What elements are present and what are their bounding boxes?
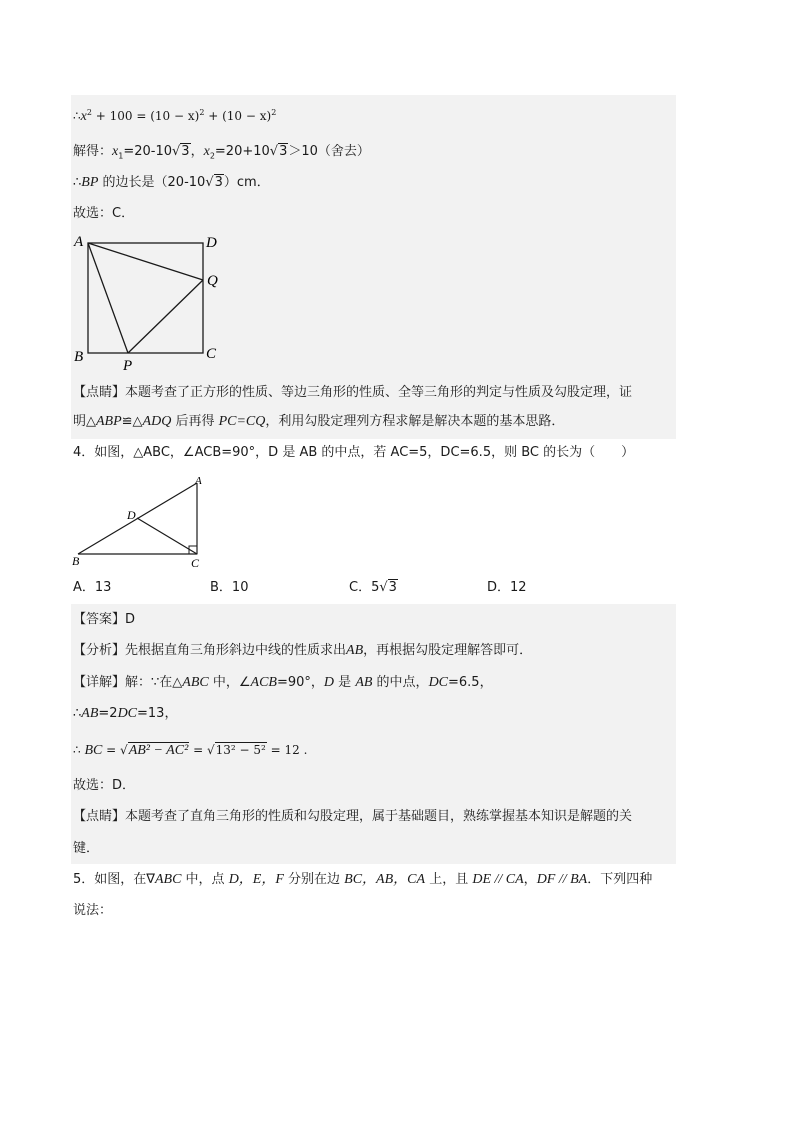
var: DF // BA: [536, 872, 588, 887]
text: 【详解】解：∵在△: [73, 675, 183, 690]
text: 上，且: [425, 872, 473, 887]
text: =90°，: [276, 675, 324, 690]
value: =20+10: [214, 144, 270, 159]
exponent: 2: [199, 108, 205, 117]
var: DC: [428, 675, 449, 690]
sqrt-sign: √: [269, 144, 279, 159]
therefore-symbol: ∴: [73, 109, 81, 123]
segment-ap: [88, 243, 128, 353]
therefore-symbol: ∴: [73, 175, 82, 190]
value: =20-10: [123, 144, 172, 159]
var: ABP: [96, 414, 122, 429]
label-p: P: [123, 358, 133, 372]
radicand: 3: [181, 144, 190, 159]
choose-line-q3: 故选：C．: [73, 206, 135, 221]
option-b[interactable]: B．10: [210, 580, 249, 595]
question-4-stem: 4．如图，△ABC，∠ACB=90°，D 是 AB 的中点，若 AC=5，DC=6.5，则 BC 的长为（ ）: [73, 445, 635, 460]
text: 中，点: [181, 872, 229, 887]
detail-line-q4: [73, 674, 493, 692]
var: DC: [117, 706, 138, 721]
text: =13，: [137, 706, 178, 721]
var: D: [323, 675, 335, 690]
label-d: D: [127, 508, 136, 522]
result: = 12 .: [266, 743, 308, 757]
radicand: 3: [279, 144, 288, 159]
text: =6.5，: [448, 675, 493, 690]
radicand: AB² − AC²: [128, 743, 189, 758]
var: PC=CQ: [218, 414, 266, 429]
segment-aq: [88, 243, 203, 280]
var: BC，AB，CA: [344, 872, 426, 887]
radicand: 13² − 5²: [215, 743, 266, 757]
segment-dc: [137, 518, 197, 554]
subscript: 2: [209, 151, 215, 161]
text: ）cm．: [223, 175, 270, 190]
label-d: D: [206, 235, 217, 251]
question-5-stem: [73, 871, 652, 889]
exponent: 2: [86, 108, 92, 117]
comment-line-2-q4: 键．: [73, 841, 100, 856]
text: =2: [98, 706, 118, 721]
sqrt-sign: √: [205, 175, 214, 190]
var: AB: [355, 675, 373, 690]
question-5-stem-line-2: 说法：: [73, 903, 113, 918]
therefore-symbol: ∴: [73, 706, 82, 721]
var: ABC: [154, 872, 182, 887]
value: ＞10（舍去）: [288, 144, 370, 159]
step-1-q4: [73, 705, 177, 723]
text: ．下列四种: [587, 872, 653, 887]
equation-text: + (10 − x): [204, 109, 272, 123]
sqrt-sign: √: [206, 743, 215, 757]
var: x: [112, 144, 119, 159]
text: 中，∠: [208, 675, 251, 690]
subscript: 1: [118, 151, 124, 161]
var: AB: [81, 706, 99, 721]
var: DE // CA: [472, 872, 524, 887]
var: BP: [81, 175, 99, 190]
text: 后再得: [171, 414, 219, 429]
label: 解得：: [73, 144, 113, 159]
label-q: Q: [207, 273, 218, 289]
sqrt-sign: √: [120, 743, 128, 757]
solve-line: [73, 143, 370, 161]
text: 5．如图，在∇: [73, 872, 155, 887]
option-d[interactable]: D．12: [487, 580, 527, 595]
var: BC: [84, 743, 103, 758]
label-b: B: [72, 554, 80, 568]
text: ≌△: [121, 414, 143, 429]
choose-line-q4: 故选：D．: [73, 778, 136, 793]
option-a[interactable]: A．13: [73, 580, 112, 595]
text: 明△: [73, 414, 96, 429]
var: x: [80, 109, 87, 124]
var: ACB: [250, 675, 277, 690]
sqrt-sign: √: [379, 580, 388, 595]
var: x: [203, 144, 210, 159]
radicand: 3: [214, 175, 223, 190]
label-a: A: [195, 475, 202, 487]
exponent: 2: [271, 108, 277, 117]
therefore-symbol: ∴: [73, 743, 85, 757]
triangle-figure: [70, 472, 210, 572]
option-c[interactable]: [349, 579, 398, 597]
var: AB: [346, 643, 364, 658]
text: 是: [334, 675, 356, 690]
equation-line: [73, 107, 276, 126]
answer-line-q4: 【答案】D: [73, 612, 136, 627]
segment-pq: [128, 280, 203, 353]
text: 【分析】先根据直角三角形斜边中线的性质求出: [73, 643, 347, 658]
sqrt-sign: √: [172, 144, 181, 159]
separator: ，: [190, 144, 204, 159]
analysis-line-q4: [73, 642, 532, 660]
equals: =: [102, 743, 121, 757]
text: 的中点，: [372, 675, 429, 690]
text: ，再根据勾股定理解答即可．: [363, 643, 533, 658]
comment-line-1-q4: 【点睛】本题考查了直角三角形的性质和勾股定理，属于基础题目，熟练掌握基本知识是解题的关: [73, 809, 633, 824]
option-c-label: C．5: [349, 580, 380, 595]
label-b: B: [74, 349, 84, 365]
text: 的边长是（20-10: [98, 175, 206, 190]
bp-line: [73, 174, 270, 192]
equation-text: + 100 = (10 − x): [91, 109, 200, 123]
radicand: 3: [388, 580, 397, 595]
label-c: C: [191, 556, 200, 570]
text: 分别在边: [283, 872, 345, 887]
label-a: A: [74, 234, 84, 250]
step-2-q4: [73, 741, 307, 760]
equals: =: [189, 743, 207, 757]
var: ADQ: [142, 414, 172, 429]
text: ，: [523, 872, 537, 887]
var: D，E，F: [228, 872, 284, 887]
comment-line-1-q3: 【点睛】本题考查了正方形的性质、等边三角形的性质、全等三角形的判定与性质及勾股定理，证: [73, 385, 633, 400]
comment-line-2-q3: [73, 413, 564, 431]
square-figure: [70, 232, 225, 372]
text: ，利用勾股定理列方程求解是解决本题的基本思路．: [265, 414, 565, 429]
label-c: C: [206, 346, 217, 362]
var: ABC: [182, 675, 209, 690]
